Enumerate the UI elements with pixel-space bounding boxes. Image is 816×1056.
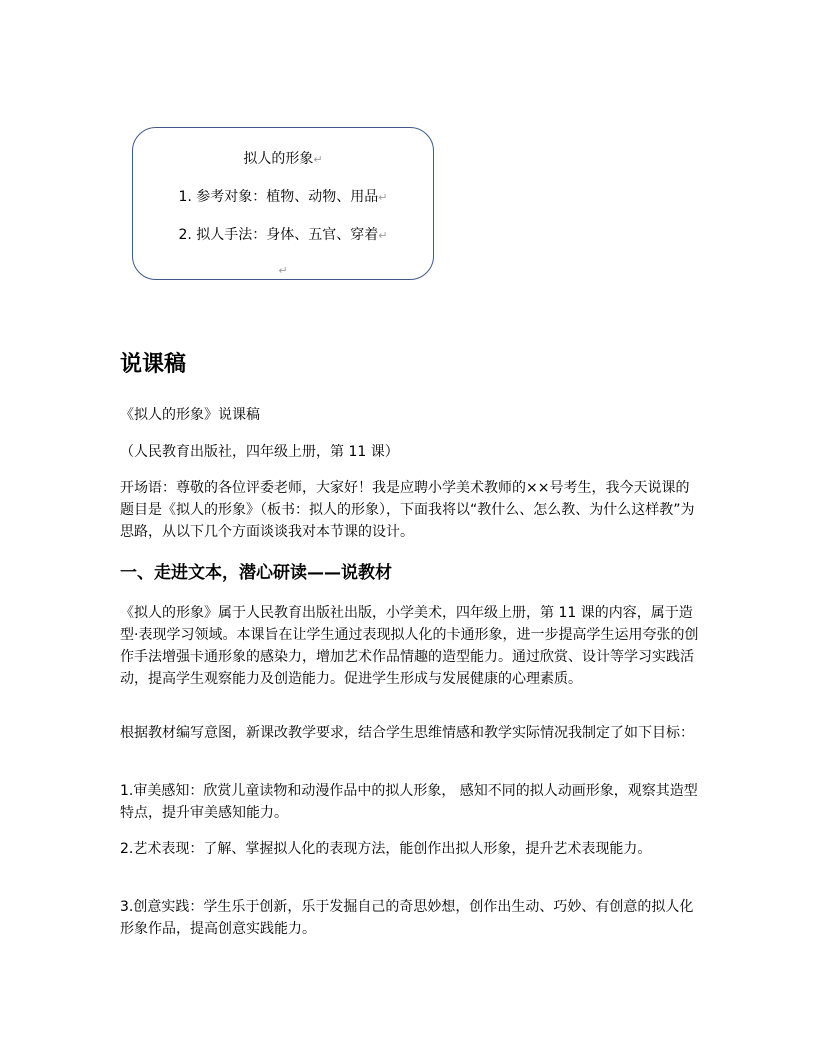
board-line-1: [133, 188, 433, 207]
board-line-2: [133, 226, 433, 245]
paragraph-mark-icon: ↵: [378, 191, 388, 204]
publisher-line: （人民教育出版社，四年级上册，第 11 课）: [120, 444, 399, 460]
paragraph-mark-icon: ↵: [378, 229, 388, 242]
goals-basis-paragraph: 根据教材编写意图，新课改教学要求，结合学生思维情感和教学实际情况我制定了如下目标：: [120, 725, 694, 741]
lesson-title-line: 《拟人的形象》说课稿: [120, 407, 260, 423]
board-empty-line: [133, 261, 433, 280]
goal-item-2: 2.艺术表现：了解、掌握拟人化的表现方法，能创作出拟人形象，提升艺术表现能力。: [120, 841, 652, 857]
board-line-2-text: 2. 拟人手法：身体、五官、穿着: [178, 227, 379, 243]
board-line-1-text: 1. 参考对象：植物、动物、用品: [178, 189, 379, 205]
paragraph-mark-icon: ↵: [278, 264, 288, 277]
opening-paragraph: 开场语：尊敬的各位评委老师，大家好！我是应聘小学美术教师的××号考生，我今天说课的题目是《拟人的形象》（板书：拟人的形象），下面我将以“教什么、怎么教、为什么这样教”为思路，从以下几个方面谈谈我对本节课的设计。: [120, 480, 695, 540]
paragraph-mark-icon: ↵: [313, 153, 323, 166]
page-title: 说课稿: [120, 352, 187, 377]
section-heading: 一、走进文本，潜心研读——说教材: [120, 563, 392, 583]
board-title-text: 拟人的形象: [243, 151, 314, 167]
blackboard-summary-box: [132, 127, 434, 280]
goal-item-1: 1.审美感知：欣赏儿童读物和动漫作品中的拟人形象， 感知不同的拟人动画形象，观察其造型特点，提升审美感知能力。: [120, 783, 698, 821]
goal-item-3: 3.创意实践：学生乐于创新，乐于发掘自己的奇思妙想，创作出生动、巧妙、有创意的拟人化形象作品，提高创意实践能力。: [120, 899, 694, 937]
board-title: [133, 150, 433, 169]
textbook-intro-paragraph: 《拟人的形象》属于人民教育出版社出版，小学美术，四年级上册，第 11 课的内容，属于造型·表现学习领域。本课旨在让学生通过表现拟人化的卡通形象，进一步提高学生运用夸张的创作手法增强卡通形象的感染力，增加艺术作品情趣的造型能力。通过欣赏、设计等学习实践活动，提高学生观察能力及创造能力。促进学生形成与发展健康的心理素质。: [120, 605, 699, 687]
